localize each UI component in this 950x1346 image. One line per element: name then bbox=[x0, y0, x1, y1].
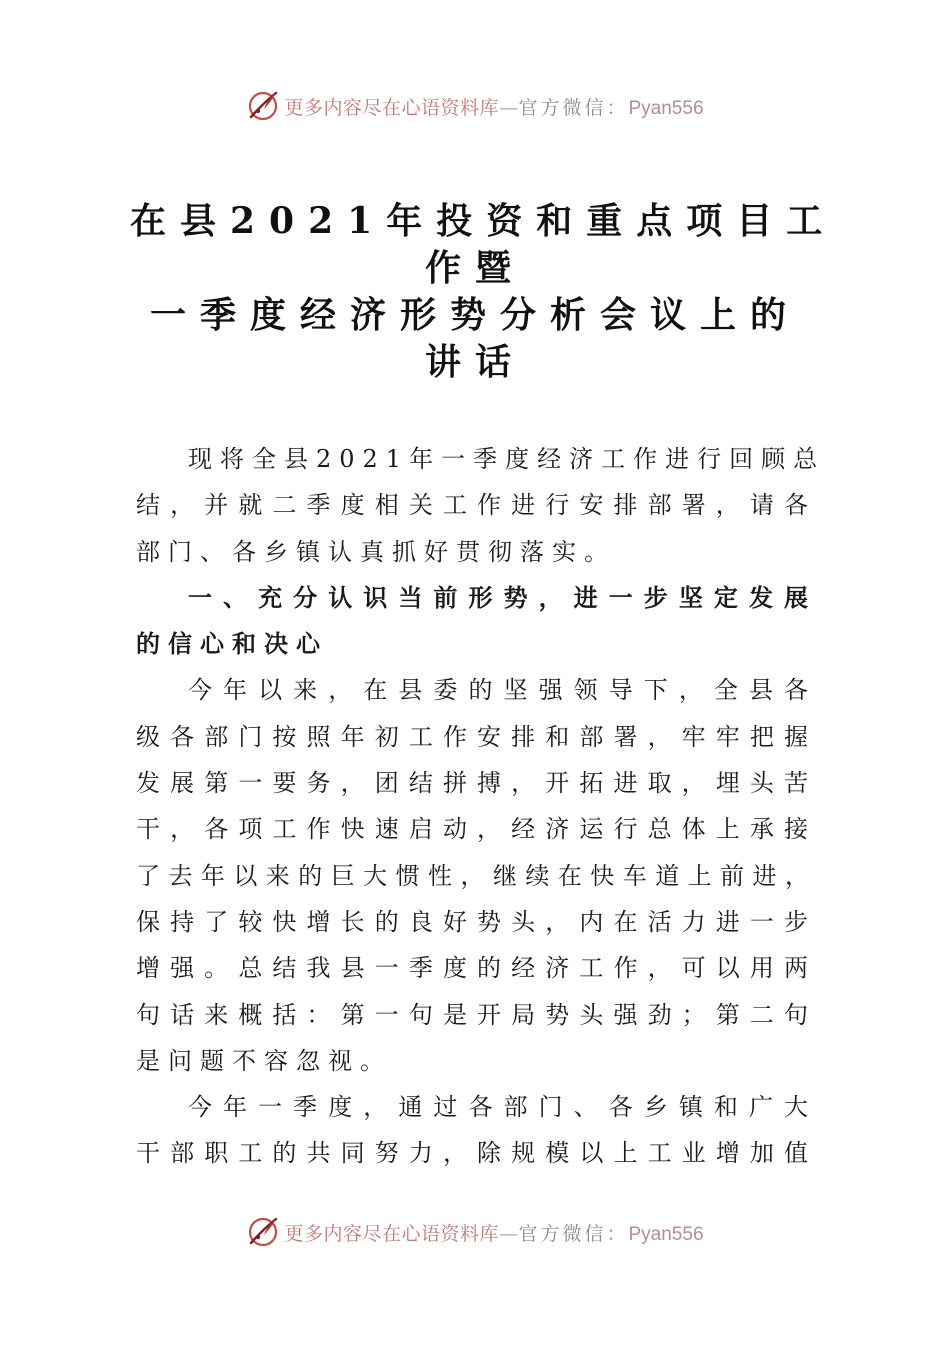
body-line: 今年以来，在县委的坚强领导下，全县各 bbox=[188, 676, 816, 705]
body-line: 句话来概括：第一句是开局势头强劲；第二句 bbox=[136, 1000, 816, 1029]
section-heading: 的信心和决心 bbox=[136, 630, 328, 659]
body-line: 结，并就二季度相关工作进行安排部署，请各 bbox=[136, 491, 816, 520]
wechat-id: Pyan556 bbox=[628, 97, 704, 119]
title-line: 一季度经济形势分析会议上的 bbox=[149, 294, 800, 336]
quill-logo-icon bbox=[246, 89, 280, 123]
quill-logo-icon bbox=[246, 1215, 280, 1249]
body-line: 发展第一要务，团结拼搏，开拓进取，埋头苦 bbox=[136, 769, 816, 798]
footer-watermark bbox=[0, 1210, 950, 1254]
body-line: 级各部门按照年初工作安排和部署，牢牢把握 bbox=[136, 722, 816, 751]
body-line: 增强。总结我县一季度的经济工作，可以用两 bbox=[136, 954, 816, 983]
body-line: 了去年以来的巨大惯性，继续在快车道上前进， bbox=[136, 861, 816, 890]
title-line: 在县2021年投资和重点项目工 bbox=[130, 200, 837, 242]
document-title bbox=[130, 198, 837, 386]
body-line: 干，各项工作快速启动，经济运行总体上承接 bbox=[136, 815, 816, 844]
header-watermark bbox=[0, 84, 950, 128]
wechat-id: Pyan556 bbox=[628, 1223, 704, 1245]
wechat-label: 官方微信： bbox=[518, 1222, 629, 1245]
watermark-separator: — bbox=[498, 1222, 519, 1245]
watermark-text bbox=[284, 93, 703, 120]
watermark-main-text: 更多内容尽在心语资料库 bbox=[284, 96, 499, 119]
watermark-separator: — bbox=[498, 96, 519, 119]
body-line: 是问题不容忽视。 bbox=[136, 1046, 392, 1075]
title-line: 作暨 bbox=[424, 247, 525, 289]
body-line: 今年一季度，通过各部门、各乡镇和广大 bbox=[188, 1093, 816, 1122]
section-heading: 一、充分认识当前形势，进一步坚定发展 bbox=[188, 583, 816, 612]
watermark-main-text: 更多内容尽在心语资料库 bbox=[284, 1222, 499, 1245]
document-body bbox=[136, 436, 826, 1177]
title-line: 讲话 bbox=[424, 341, 525, 383]
body-line: 部门、各乡镇认真抓好贯彻落实。 bbox=[136, 537, 616, 566]
watermark-text bbox=[284, 1219, 703, 1246]
body-line: 现将全县2021年一季度经济工作进行回顾总 bbox=[188, 445, 826, 473]
wechat-label: 官方微信： bbox=[518, 96, 629, 119]
body-line: 保持了较快增长的良好势头，内在活力进一步 bbox=[136, 907, 816, 936]
body-line: 干部职工的共同努力，除规模以上工业增加值 bbox=[136, 1139, 816, 1168]
